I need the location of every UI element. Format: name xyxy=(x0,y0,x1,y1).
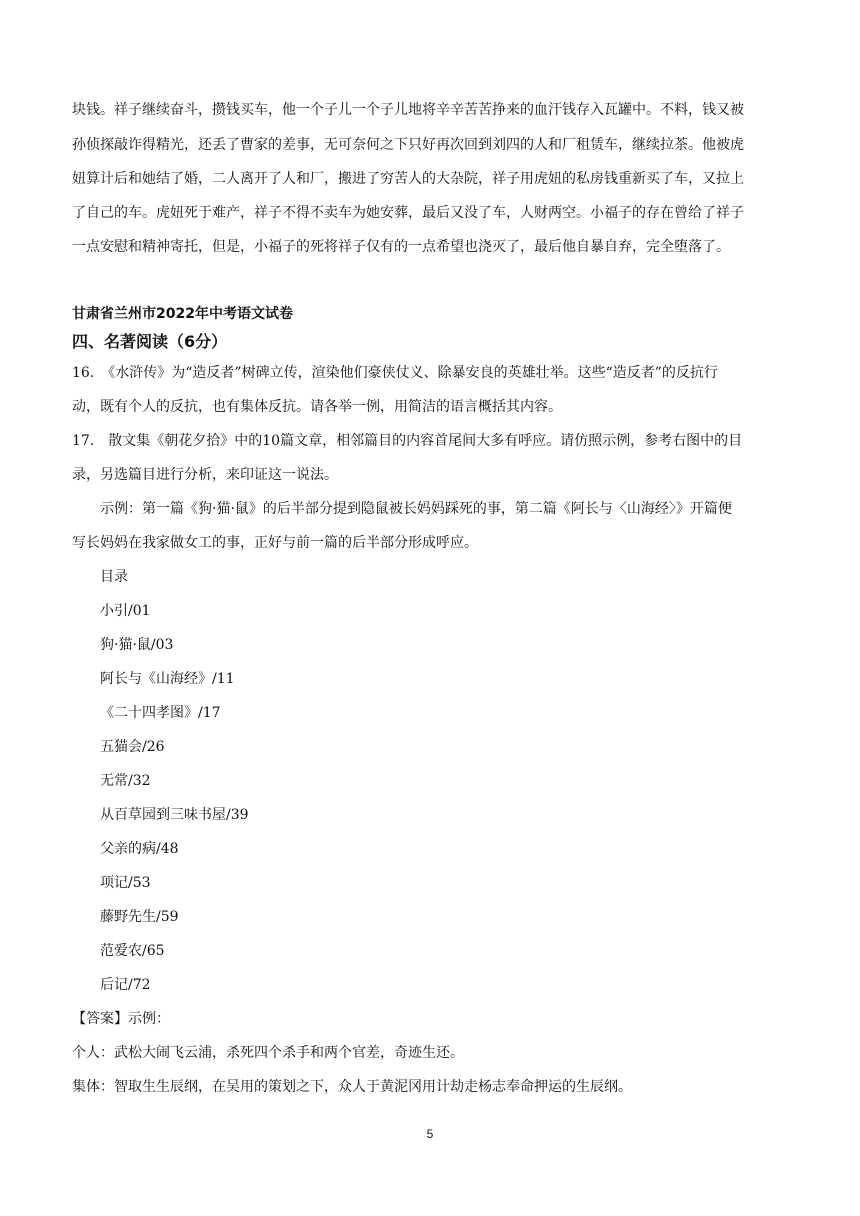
toc-item: 后记/72 xyxy=(100,977,151,993)
source-title: 甘肃省兰州市2022年中考语文试卷 xyxy=(72,306,293,322)
example-line: 写长妈妈在我家做女工的事，正好与前一篇的后半部分形成呼应。 xyxy=(72,535,478,551)
example-line: 示例：第一篇《狗·猫·鼠》的后半部分提到隐鼠被长妈妈踩死的事，第二篇《阿长与〈山海经〉》开篇便 xyxy=(100,501,732,517)
toc-title: 目录 xyxy=(100,569,128,585)
summary-line: 块钱。祥子继续奋斗，攒钱买车，他一个子儿一个子儿地将辛辛苦苦挣来的血汗钱存入瓦罐中。不料，钱又被 xyxy=(72,102,744,118)
question-line: 16. 《水浒传》为“造反者”树碑立传，渲染他们豪侠仗义、除暴安良的英雄壮举。这些“造反者”的反抗行 xyxy=(72,365,718,381)
answer-label: 【答案】示例： xyxy=(72,1011,170,1027)
toc-item: 项记/53 xyxy=(100,875,151,891)
toc-item: 狗·猫·鼠/03 xyxy=(100,637,174,653)
toc-item: 小引/01 xyxy=(100,603,151,619)
page-number: 5 xyxy=(426,1127,434,1141)
summary-line: 孙侦探敲诈得精光，还丢了曹家的差事，无可奈何之下只好再次回到刘四的人和厂租赁车，继续拉茶。他被虎 xyxy=(72,137,744,153)
question-line: 录，另选篇目进行分析，来印证这一说法。 xyxy=(72,467,338,483)
toc-item: 范爱农/65 xyxy=(100,943,165,959)
toc-item: 无常/32 xyxy=(100,773,151,789)
section-title: 四、名著阅读（6分） xyxy=(72,332,228,351)
summary-line: 了自己的车。虎妞死于难产，祥子不得不卖车为她安葬，最后又没了车，人财两空。小福子的存在曾给了祥子 xyxy=(72,205,744,221)
toc-item: 从百草园到三味书屋/39 xyxy=(100,807,249,823)
question-line: 动，既有个人的反抗，也有集体反抗。请各举一例，用简洁的语言概括其内容。 xyxy=(72,399,562,415)
answer-collective: 集体：智取生生辰纲，在吴用的策划之下，众人于黄泥冈用计劫走杨志奉命押运的生辰纲。 xyxy=(72,1079,632,1095)
summary-line: 妞算计后和她结了婚，二人离开了人和厂，搬进了穷苦人的大杂院，祥子用虎妞的私房钱重新买了车，又拉上 xyxy=(72,171,744,187)
question-line: 17. 散文集《朝花夕拾》中的10篇文章，相邻篇目的内容首尾间大多有呼应。请仿照示例，参考右图中的目 xyxy=(72,433,743,449)
toc-item: 阿长与《山海经》/11 xyxy=(100,671,235,687)
summary-line: 一点安慰和精神寄托，但是，小福子的死将祥子仅有的一点希望也浇灭了，最后他自暴自弃，完全堕落了。 xyxy=(72,239,730,255)
toc-item: 五猫会/26 xyxy=(100,739,165,755)
toc-item: 藤野先生/59 xyxy=(100,909,179,925)
toc-item: 父亲的病/48 xyxy=(100,841,179,857)
answer-individual: 个人：武松大闹飞云浦，杀死四个杀手和两个官差，奇迹生还。 xyxy=(72,1045,464,1061)
toc-item: 《二十四孝图》/17 xyxy=(100,705,221,721)
